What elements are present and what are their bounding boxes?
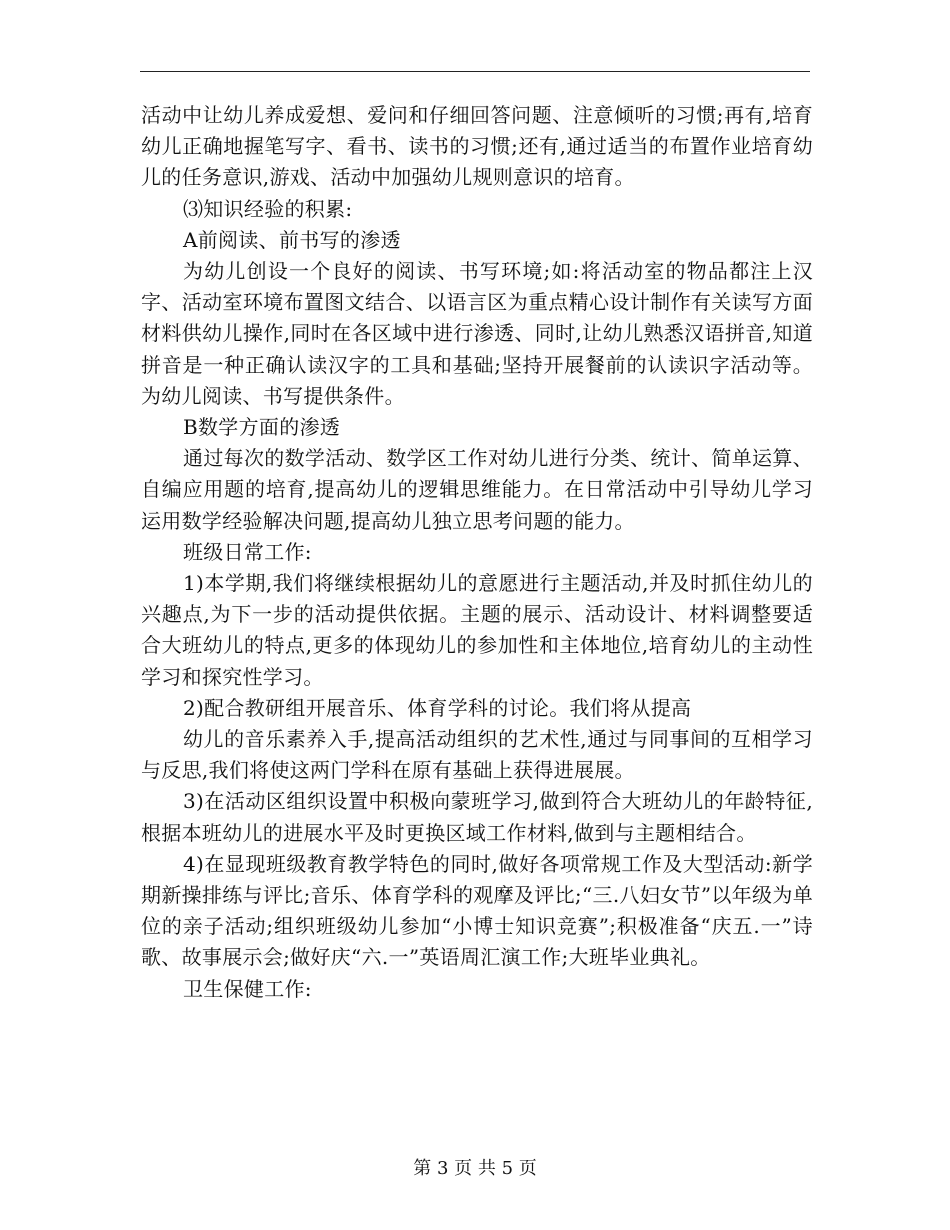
paragraph-9: 2)配合教研组开展音乐、体育学科的讨论。我们将从提高 [183,695,692,720]
paragraph-12: 4)在显现班级教育教学特色的同时,做好各项常规工作及大型活动:新学期新操排练与评比;音乐、体育学科的观摩及评比;“三.八妇女节”以年级为单位的亲子活动;组织班级幼儿参加“小博士知识竞赛”;积极准备“庆五.一”诗歌、故事展示会;做好庆“六.一”英语周汇演工作;大班毕业典礼。 [141,851,813,970]
paragraph-3: A前阅读、前书写的渗透 [183,227,401,252]
header-rule [140,71,810,72]
body-text [141,100,813,1005]
paragraph-13: 卫生保健工作: [183,976,312,1001]
paragraph-11: 3)在活动区组织设置中积极向蒙班学习,做到符合大班幼儿的年龄特征,根据本班幼儿的进展水平及时更换区域工作材料,做到与主题相结合。 [141,789,813,845]
page-number-footer: 第 3 页 共 5 页 [413,1158,537,1179]
paragraph-10: 幼儿的音乐素养入手,提高活动组织的艺术性,通过与同事间的互相学习与反思,我们将使这两门学科在原有基础上获得进展展。 [141,727,813,783]
paragraph-4: 为幼儿创设一个良好的阅读、书写环境;如:将活动室的物品都注上汉字、活动室环境布置图文结合、以语言区为重点精心设计制作有关读写方面材料供幼儿操作,同时在各区域中进行渗透、同时,让幼儿熟悉汉语拼音,知道拼音是一种正确认读汉字的工具和基础;坚持开展餐前的认读识字活动等。为幼儿阅读、书写提供条件。 [141,259,813,408]
paragraph-7: 班级日常工作: [183,539,312,564]
paragraph-8: 1)本学期,我们将继续根据幼儿的意愿进行主题活动,并及时抓住幼儿的兴趣点,为下一步的活动提供依据。主题的展示、活动设计、材料调整要适合大班幼儿的特点,更多的体现幼儿的参加性和主体地位,培育幼儿的主动性学习和探究性学习。 [141,571,813,689]
paragraph-5: B数学方面的渗透 [183,415,341,440]
paragraph-2: ⑶知识经验的积累: [183,196,353,221]
paragraph-6: 通过每次的数学活动、数学区工作对幼儿进行分类、统计、简单运算、自编应用题的培育,提高幼儿的逻辑思维能力。在日常活动中引导幼儿学习运用数学经验解决问题,提高幼儿独立思考问题的能力。 [141,446,813,533]
paragraph-1: 活动中让幼儿养成爱想、爱问和仔细回答问题、注意倾听的习惯;再有,培育幼儿正确地握笔写字、看书、读书的习惯;还有,通过适当的布置作业培育幼儿的任务意识,游戏、活动中加强幼儿规则意识的培育。 [141,103,813,190]
